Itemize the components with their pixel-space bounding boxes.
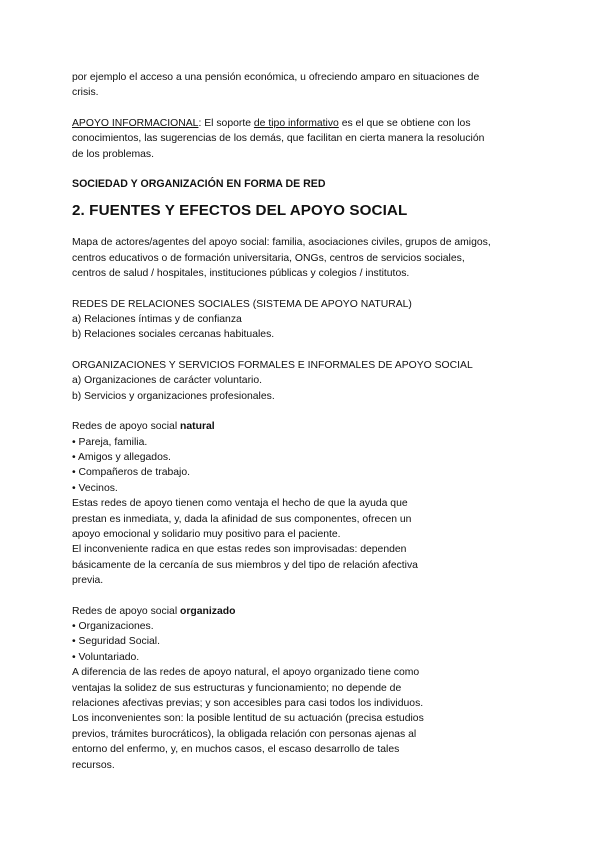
text-line: ventajas la solidez de sus estructuras y funcionamiento; no depende de: [72, 682, 402, 694]
bullet-item: • Organizaciones.: [72, 620, 154, 632]
text-line: centros de salud / hospitales, instituciones públicas y colegios / institutos.: [72, 268, 410, 280]
organizado-title-bold: organizado: [180, 605, 236, 617]
bullet-item: • Pareja, familia.: [72, 436, 148, 448]
text-line: prestan es inmediata, y, dada la afinidad de sus componentes, ofrecen un: [72, 513, 412, 525]
text-line: previos, trámites burocráticos), la obligada relación con personas ajenas al: [72, 728, 417, 740]
text-line: Los inconvenientes son: la posible lentitud de su actuación (precisa estudios: [72, 713, 424, 725]
bullet-item: • Compañeros de trabajo.: [72, 467, 191, 479]
list-item: a) Relaciones íntimas y de confianza: [72, 314, 242, 326]
text-line: recursos.: [72, 759, 115, 771]
text-line: básicamente de la cercanía de sus miembros y del tipo de relación afectiva: [72, 559, 418, 571]
text-line: de los problemas.: [72, 148, 155, 160]
text-fragment: es el que se obtiene con los: [338, 117, 471, 129]
apoyo-informacional-term: APOYO INFORMACIONAL: [72, 117, 199, 129]
section-heading-red: SOCIEDAD Y ORGANIZACIÓN EN FORMA DE RED: [72, 178, 326, 191]
text-line: apoyo emocional y solidario muy positivo para el paciente.: [72, 528, 341, 540]
list-heading: ORGANIZACIONES Y SERVICIOS FORMALES E INFORMALES DE APOYO SOCIAL: [72, 359, 473, 371]
text-line: centros educativos o de formación universitaria, ONGs, centros de servicios sociales,: [72, 252, 465, 264]
bullet-item: • Voluntariado.: [72, 651, 140, 663]
text-line: A diferencia de las redes de apoyo natural, el apoyo organizado tiene como: [72, 667, 420, 679]
natural-section: [72, 419, 532, 588]
text-fragment: Redes de apoyo social: [72, 605, 181, 617]
bullet-item: • Vecinos.: [72, 482, 118, 494]
highlight-term: de tipo informativo: [253, 117, 339, 129]
list-item: b) Servicios y organizaciones profesionales.: [72, 390, 275, 402]
section-title: 2. FUENTES Y EFECTOS DEL APOYO SOCIAL: [72, 202, 408, 220]
organizado-title: [72, 604, 532, 619]
text-line: por ejemplo el acceso a una pensión económica, u ofreciendo amparo en situaciones de: [72, 72, 480, 83]
text-line: Mapa de actores/agentes del apoyo social: familia, asociaciones civiles, grupos de amigos,: [72, 237, 491, 249]
text-line: conocimientos, las sugerencias de los demás, que facilitan en cierta manera la resolución: [72, 133, 485, 145]
text-line: relaciones afectivas previas; y son accesibles para casi todos los individuos.: [72, 698, 424, 709]
redes-relaciones-list: [72, 297, 532, 343]
document-page: [72, 70, 532, 773]
natural-title-bold: natural: [180, 421, 215, 433]
list-heading: REDES DE RELACIONES SOCIALES (SISTEMA DE APOYO NATURAL): [72, 298, 412, 310]
list-item: b) Relaciones sociales cercanas habituales.: [72, 329, 275, 341]
apoyo-informacional-paragraph: [72, 116, 532, 162]
text-line: crisis.: [72, 87, 99, 99]
natural-title: [72, 419, 532, 434]
text-line: Estas redes de apoyo tienen como ventaja el hecho de que la ayuda que: [72, 498, 408, 510]
text-fragment: Redes de apoyo social: [72, 421, 181, 433]
bullet-item: • Seguridad Social.: [72, 636, 160, 648]
text-fragment: : El soporte: [198, 117, 254, 129]
text-line: El inconveniente radica en que estas redes son improvisadas: dependen: [72, 544, 407, 556]
text-line: previa.: [72, 575, 104, 587]
mapa-paragraph: [72, 235, 532, 281]
intro-paragraph: [72, 70, 532, 101]
organizado-section: [72, 604, 532, 773]
bullet-item: • Amigos y allegados.: [72, 451, 171, 463]
text-line: entorno del enfermo, y, en muchos casos, el escaso desarrollo de tales: [72, 744, 400, 756]
organizaciones-list: [72, 358, 532, 404]
list-item: a) Organizaciones de carácter voluntario.: [72, 375, 263, 387]
